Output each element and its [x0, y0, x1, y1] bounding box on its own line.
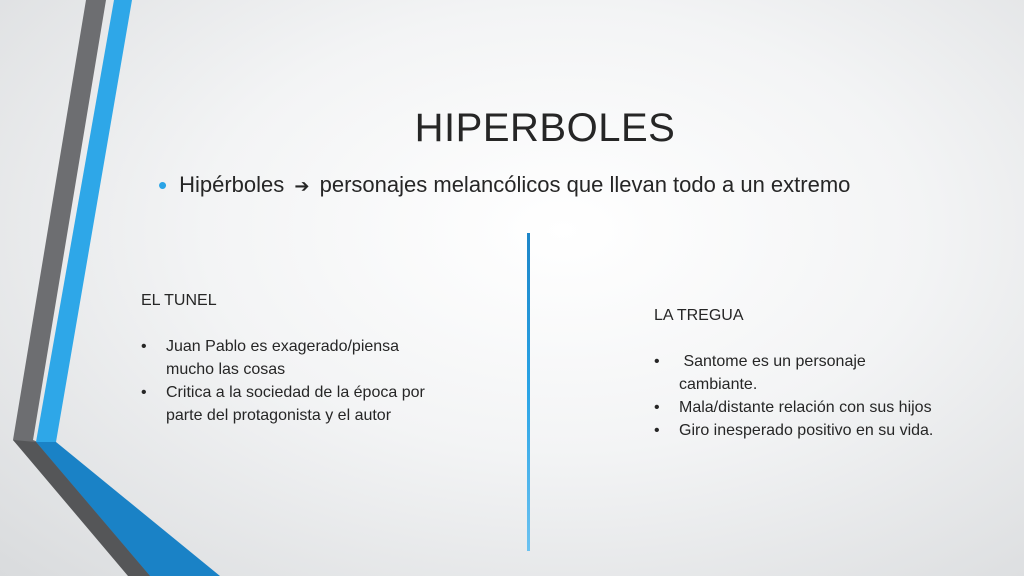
list-item: • Juan Pablo es exagerado/piensa mucho las cosas: [141, 335, 441, 381]
right-column-heading: LA TREGUA: [654, 307, 744, 324]
main-bullet: [158, 170, 958, 201]
list-item: • Mala/distante relación con sus hijos: [654, 396, 944, 419]
bullet-dot-icon: •: [158, 170, 168, 200]
main-bullet-right: personajes melancólicos que llevan todo a un extremo: [319, 172, 851, 197]
left-column-list: [141, 335, 441, 427]
right-column: [654, 304, 944, 442]
left-column-heading: EL TUNEL: [141, 292, 217, 309]
right-arrow-icon: ➔: [294, 176, 310, 196]
column-divider: [527, 233, 530, 551]
right-column-list: [654, 350, 944, 442]
list-item: • Santome es un personaje cambiante.: [654, 350, 944, 396]
left-column: [141, 289, 441, 427]
list-item: • Critica a la sociedad de la época por parte del protagonista y el autor: [141, 381, 441, 427]
list-item: • Giro inesperado positivo en su vida.: [654, 419, 944, 442]
main-bullet-left: Hipérboles: [179, 172, 285, 197]
slide-title: HIPERBOLES: [414, 106, 676, 150]
